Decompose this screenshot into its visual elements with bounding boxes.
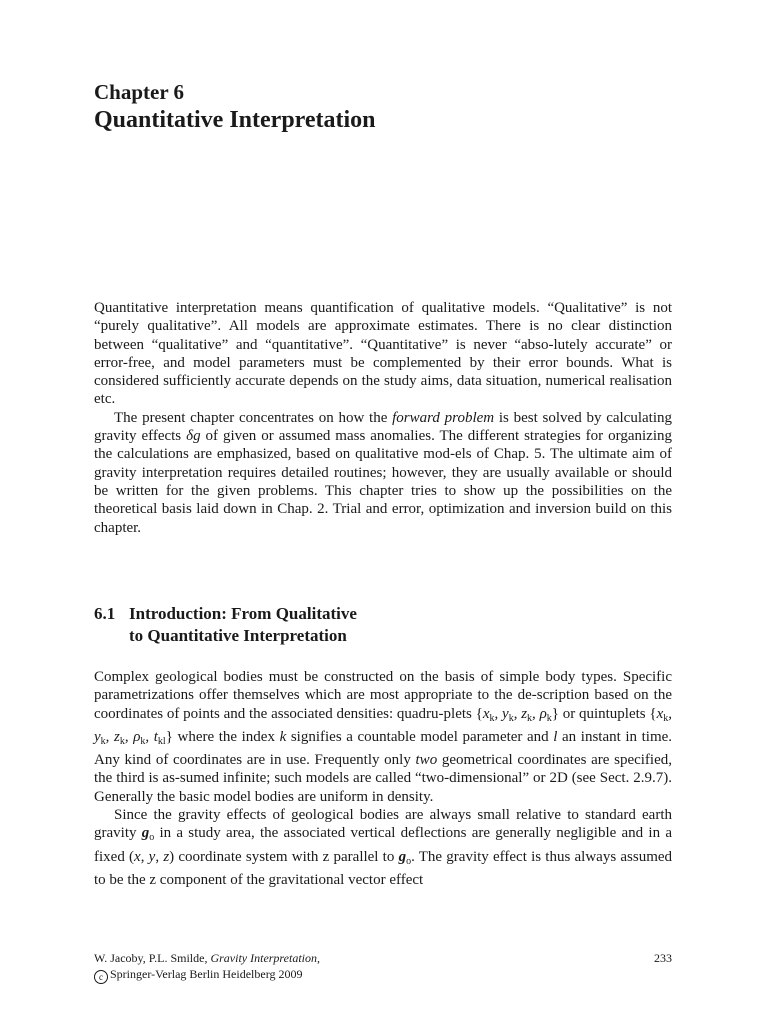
section-body [94, 668, 672, 889]
footer-publisher: Springer-Verlag Berlin Heidelberg 2009 [110, 967, 303, 981]
g-zero-subscript: o [406, 855, 412, 867]
xyz-coordinates: (x, y, z) [129, 848, 175, 865]
intro-paragraph-2 [94, 409, 672, 537]
text-run: The present chapter concentrates on how the [114, 409, 393, 426]
copyright-icon: c [94, 970, 108, 984]
text-run: of given or assumed mass anomalies. The different strategies for organizing the calculations are emphasized, based on qualitative mod-els of Chap. 5. The ultimate aim of gravity interpretation requires detailed routines; however, they are usually available or should be written for the given problems. This chapter tries to show up the possibilities on the theoretical basis laid down in Chap. 2. Trial and error, optimization and inversion build on this chapter. [94, 428, 672, 536]
text-run: or quintuplets [558, 705, 650, 722]
text-run: an instant in time. Any kind of coordinates are in use. Frequently only [94, 728, 673, 769]
index-k: k [279, 728, 287, 745]
text-run: in a study area, the associated vertical deflections are generally negligible and in a fixed [94, 825, 672, 865]
intro-text [94, 299, 672, 537]
text-run: Since the gravity effects of geological bodies are always small relative to standard earth gravity [94, 807, 672, 842]
footer-authors: W. Jacoby, P.L. Smilde, [94, 951, 211, 965]
text-run: coordinate system with z parallel to [174, 848, 399, 865]
footer-copyright [94, 966, 672, 984]
text-run: signifies a countable model parameter and [286, 728, 554, 745]
g-zero-symbol: g [141, 825, 150, 842]
footer [94, 950, 672, 984]
text-run: geometrical coordinates are specified, the third is as-sumed infinite; such models are called “two-dimensional” or 2D (see Sect. 2.9.7). Generally the basic model bodies are uniform in density. [94, 752, 673, 805]
quintuplet-formula: {$x_k$, $y_k$, $z_k$, $\rho_k$, $t_{kl}$} [94, 705, 673, 747]
footer-comma: , [317, 951, 320, 965]
text-run: where the index [172, 728, 280, 745]
two-emphasis: two [415, 752, 438, 769]
body-paragraph-2 [94, 806, 672, 889]
text-run: . The gravity effect is thus always assumed to be the z component of the gravitational vector effect [94, 848, 673, 888]
chapter-label: Chapter 6 [94, 80, 185, 104]
body-paragraph-1 [94, 668, 672, 806]
footer-citation [94, 950, 672, 966]
section-number: 6.1 [94, 604, 116, 623]
chapter-title: Quantitative Interpretation [94, 107, 376, 133]
section-heading [94, 603, 357, 647]
g-zero-subscript: o [149, 832, 155, 844]
delta-g-symbol: δg [186, 428, 201, 445]
text-run: is best solved by calculating gravity effects [94, 409, 672, 445]
forward-problem-emphasis: forward problem [392, 409, 495, 426]
footer-book-title: Gravity Interpretation [210, 951, 317, 965]
section-title-line-2: to Quantitative Interpretation [129, 626, 347, 645]
quadruplet-formula: {$x_k$, $y_k$, $z_k$, $\rho_k$} [475, 705, 559, 724]
index-l: l [553, 728, 558, 745]
section-title-line-1: Introduction: From Qualitative [129, 604, 357, 623]
page-number: 233 [654, 951, 672, 965]
text-run: Complex geological bodies must be constructed on the basis of simple body types. Specific parametrizations offer themselves which are most appropriate to the de-scription based on the coordinates of points and the associated densities: quadru-plets [94, 669, 672, 722]
g-zero-symbol: g [398, 848, 407, 865]
intro-paragraph-1: Quantitative interpretation means quantification of qualitative models. “Qualitative” is not “purely qualitative”. All models are approximate estimates. There is no clear distinction between “qualitative” and “quantitative”. “Quantitative” is never “abso-lutely accurate” or error-free, and model parameters must be complemented by their error bounds. What is considered sufficiently accurate depends on the study aims, data situation, numerical realisation etc. [94, 300, 672, 408]
